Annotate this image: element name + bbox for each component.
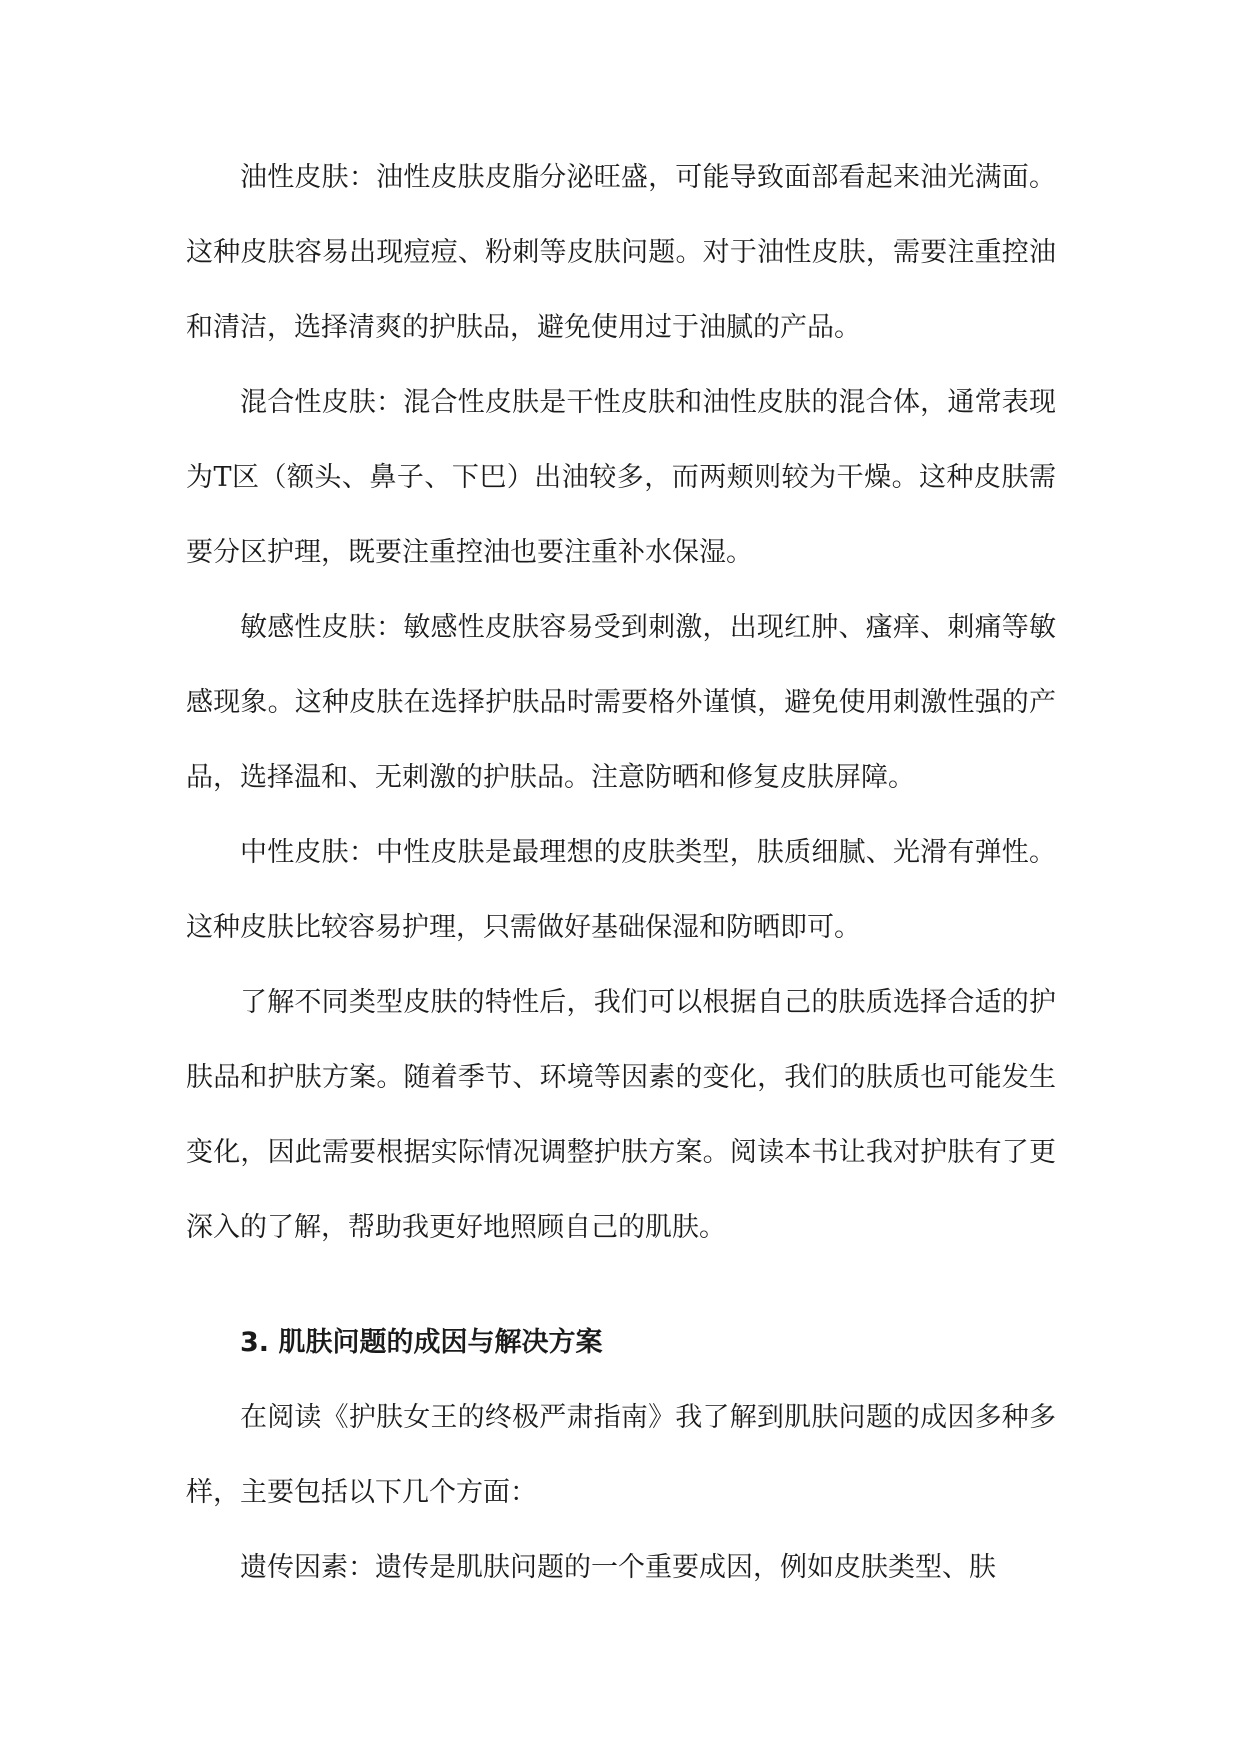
section-heading: 3. 肌肤问题的成因与解决方案 (240, 1327, 603, 1358)
document-body (186, 140, 1056, 1605)
paragraph-oily-skin: 油性皮肤：油性皮肤皮脂分泌旺盛，可能导致面部看起来油光满面。这种皮肤容易出现痘痘、粉刺等皮肤问题。对于油性皮肤，需要注重控油和清洁，选择清爽的护肤品，避免使用过于油腻的产品。 (186, 162, 1056, 343)
paragraph-genetic-factors: 遗传因素：遗传是肌肤问题的一个重要成因，例如皮肤类型、肤 (240, 1552, 996, 1583)
paragraph-summary: 了解不同类型皮肤的特性后，我们可以根据自己的肤质选择合适的护肤品和护肤方案。随着季节、环境等因素的变化，我们的肤质也可能发生变化，因此需要根据实际情况调整护肤方案。阅读本书让我对护肤有了更深入的了解，帮助我更好地照顾自己的肌肤。 (186, 987, 1056, 1243)
paragraph-causes-intro: 在阅读《护肤女王的终极严肃指南》我了解到肌肤问题的成因多种多样，主要包括以下几个方面： (186, 1402, 1056, 1508)
paragraph-combination-skin: 混合性皮肤：混合性皮肤是干性皮肤和油性皮肤的混合体，通常表现为T区（额头、鼻子、下巴）出油较多，而两颊则较为干燥。这种皮肤需要分区护理，既要注重控油也要注重补水保湿。 (186, 387, 1056, 568)
paragraph-normal-skin: 中性皮肤：中性皮肤是最理想的皮肤类型，肤质细腻、光滑有弹性。这种皮肤比较容易护理，只需做好基础保湿和防晒即可。 (186, 837, 1056, 943)
paragraph-sensitive-skin: 敏感性皮肤：敏感性皮肤容易受到刺激，出现红肿、瘙痒、刺痛等敏感现象。这种皮肤在选择护肤品时需要格外谨慎，避免使用刺激性强的产品，选择温和、无刺激的护肤品。注意防晒和修复皮肤屏障。 (186, 612, 1056, 793)
